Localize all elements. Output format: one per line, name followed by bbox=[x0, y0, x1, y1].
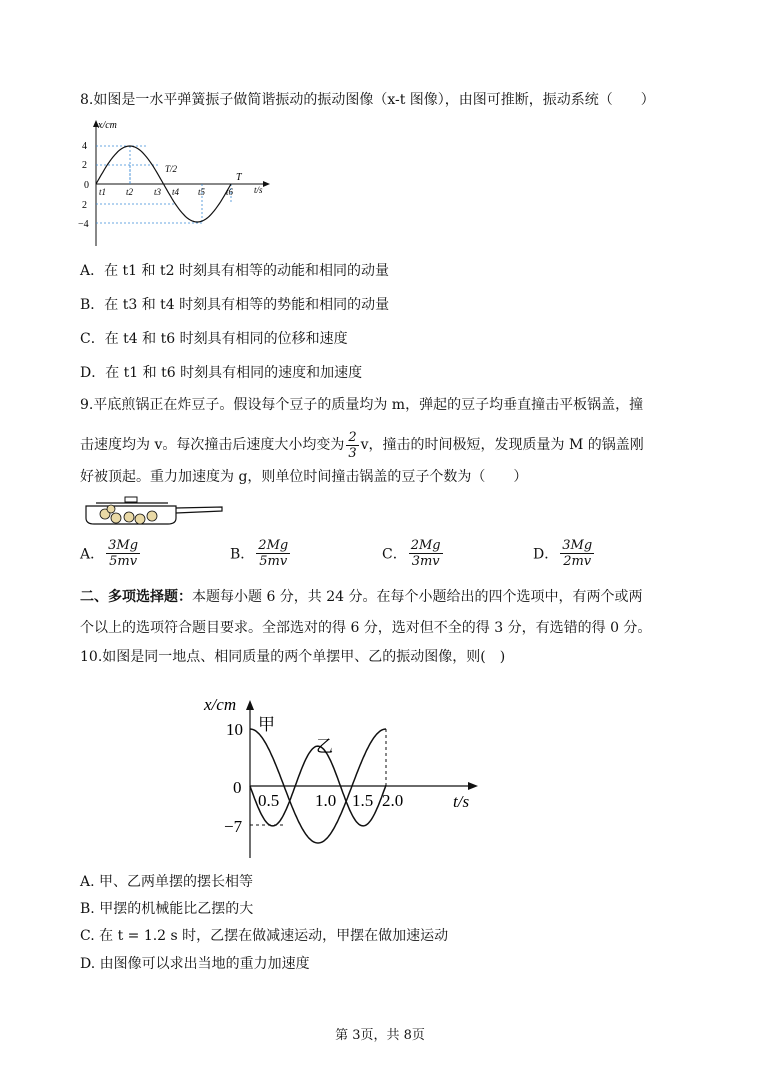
q10-option-d[interactable]: D. 由图像可以求出当地的重力加速度 bbox=[80, 956, 310, 972]
section2-line2: 个以上的选项符合题目要求。全部选对的得 6 分，选对但不全的得 3 分，有选错的得 0 分。 bbox=[80, 620, 652, 636]
q10-ylabel: x/cm bbox=[204, 695, 237, 714]
q8-period: T bbox=[236, 172, 242, 183]
q8-xlabel: t/s bbox=[254, 185, 263, 195]
q8-t1: t1 bbox=[99, 187, 107, 197]
q9-option-a[interactable]: A． $\frac{3Mg}{5mv}$ bbox=[80, 538, 139, 569]
q10-xtick-0.5: 0.5 bbox=[258, 791, 280, 810]
q8-half-period: T/2 bbox=[165, 164, 178, 174]
q8-ytick-0: 0 bbox=[84, 180, 89, 191]
q10-ytick-0: 0 bbox=[233, 778, 242, 797]
q8-ytick-neg2: 2 bbox=[82, 200, 87, 211]
q10-option-a[interactable]: A. 甲、乙两单摆的摆长相等 bbox=[80, 874, 254, 890]
q8-stem: 8.如图是一水平弹簧振子做简谐振动的振动图像（x-t 图像），由图可推断，振动系统（ ） bbox=[80, 92, 655, 108]
q10-xtick-1.5: 1.5 bbox=[352, 791, 374, 810]
section2-line1: 二、多项选择题：本题每小题 6 分，共 24 分。在每个小题给出的四个选项中，有两个或两 bbox=[80, 589, 643, 605]
q10-xlabel: t/s bbox=[453, 792, 470, 811]
q10-option-b[interactable]: B. 甲摆的机械能比乙摆的大 bbox=[80, 901, 254, 917]
q10-option-c[interactable]: C. 在 t = 1.2 s 时，乙摆在做减速运动，甲摆在做加速运动 bbox=[80, 928, 449, 944]
q10-ytick-10: 10 bbox=[226, 720, 243, 739]
q10-label-yi: 乙 bbox=[316, 737, 333, 756]
q8-option-c[interactable]: C．在 t4 和 t6 时刻具有相同的位移和速度 bbox=[80, 331, 348, 347]
q10-xtick-1.0: 1.0 bbox=[315, 791, 337, 810]
q8-t3: t3 bbox=[154, 187, 162, 197]
page-footer: 第 3页，共 8页 bbox=[335, 1028, 425, 1043]
q9-line3: 好被顶起。重力加速度为 g，则单位时间撞击锅盖的豆子个数为（ ） bbox=[80, 469, 528, 485]
q10-label-jia: 甲 bbox=[258, 715, 275, 734]
q8-t6: t6 bbox=[226, 187, 234, 197]
q9-option-b[interactable]: B． $\frac{2Mg}{5mv}$ bbox=[230, 538, 289, 569]
q10-stem: 10.如图是同一地点、相同质量的两个单摆甲、乙的振动图像，则( ) bbox=[80, 649, 506, 665]
q9-line2-b: v，撞击的时间极短，发现质量为 M 的锅盖刚 bbox=[360, 437, 644, 453]
section2-title: 二、多项选择题： bbox=[80, 589, 192, 605]
q9-line1: 9.平底煎锅正在炸豆子。假设每个豆子的质量均为 m，弹起的豆子均垂直撞击平板锅盖，撞 bbox=[80, 397, 644, 413]
q8-t4: t4 bbox=[172, 187, 180, 197]
q8-ytick-neg4: −4 bbox=[78, 219, 89, 230]
q8-ytick-4: 4 bbox=[82, 141, 87, 152]
q9-option-d[interactable]: D． $\frac{3Mg}{2mv}$ bbox=[533, 538, 593, 569]
q10-ytick-neg7: −7 bbox=[224, 817, 243, 836]
q8-t5: t5 bbox=[198, 187, 206, 197]
frying-pan-illustration bbox=[82, 494, 224, 528]
q8-ylabel: x/cm bbox=[98, 120, 117, 131]
q10-pendulum-graph bbox=[200, 686, 490, 862]
q9-option-c[interactable]: C． $\frac{2Mg}{3mv}$ bbox=[382, 538, 441, 569]
q8-ytick-2: 2 bbox=[82, 160, 87, 171]
q9-fraction-two-thirds: $\frac{2}{3}$ bbox=[348, 429, 357, 461]
q9-line2-a: 击速度均为 v。每次撞击后速度大小均变为 bbox=[80, 437, 345, 453]
q10-xtick-2.0: 2.0 bbox=[382, 791, 404, 810]
q8-option-a[interactable]: A．在 t1 和 t2 时刻具有相等的动能和相同的动量 bbox=[80, 263, 389, 279]
q8-t2: t2 bbox=[126, 187, 134, 197]
q8-option-d[interactable]: D．在 t1 和 t6 时刻具有相同的速度和加速度 bbox=[80, 365, 363, 381]
q8-graph bbox=[76, 116, 276, 250]
q9-line2 bbox=[80, 428, 644, 462]
q8-option-b[interactable]: B．在 t3 和 t4 时刻具有相等的势能和相同的动量 bbox=[80, 297, 390, 313]
